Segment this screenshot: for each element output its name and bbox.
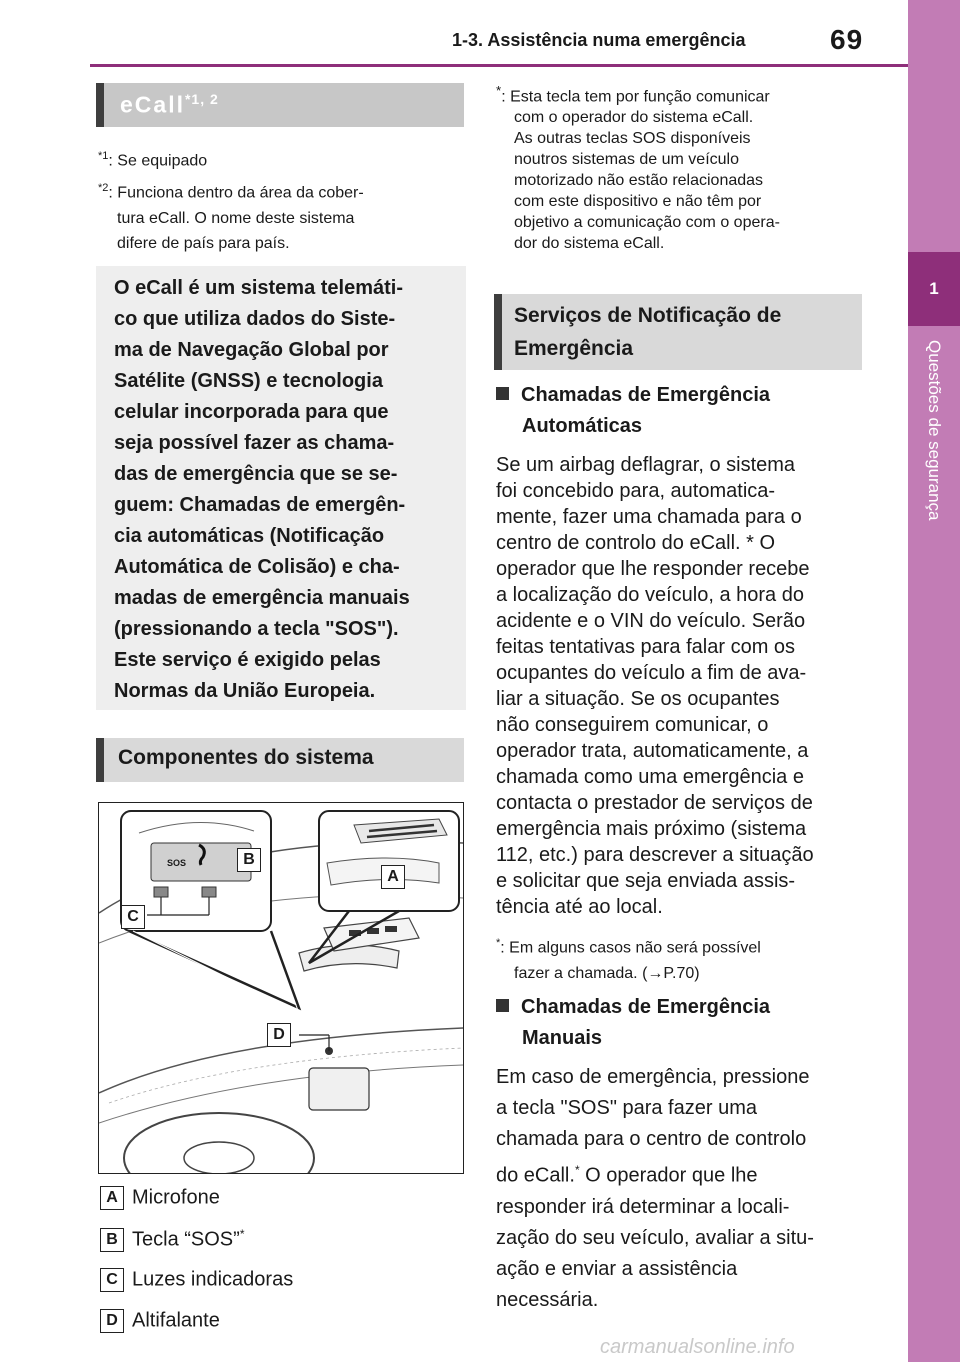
intro-line: Satélite (GNSS) e tecnologia [114,370,383,392]
intro-line: seja possível fazer as chama- [114,432,395,454]
ecall-title-superscript: *1, 2 [184,91,219,107]
chapter-title [912,340,956,580]
intro-line: Este serviço é exigido pelas [114,649,381,671]
chapter-side-tab [908,0,960,1362]
square-bullet-icon [496,999,509,1012]
manual-calls-heading: Chamadas de Emergência Manuais [496,992,770,1054]
intro-line: co que utiliza dados do Siste- [114,308,396,330]
ecall-heading [96,83,464,127]
figure-label-c: C [121,905,145,929]
sos-key-label: SOS [167,858,187,868]
legend-item-b: B Tecla “SOS”* [100,1227,244,1252]
footnote-2: $^{*2}$: Funciona dentro da área da cober- [98,182,364,202]
ecall-title: eCall [120,91,185,118]
intro-line: Normas da União Europeia. [114,680,376,702]
components-heading: Componentes do sistema [96,738,464,782]
legend-item-a: A Microfone [100,1186,220,1210]
page-number: 69 [830,24,864,55]
intro-line: madas de emergência manuais [114,587,410,609]
components-illustration [98,802,464,1174]
watermark: carmanualsonline.info [600,1336,795,1358]
services-heading: Serviços de Notificação de Emergência [494,294,862,370]
chapter-title-text: Questões de segurança [925,340,944,521]
manual-calls-text: Em caso de emergência, pressione a tecla "SOS" para fazer uma chamada para o centro de controlo do eCall.* O operador que lhe responder irá determinar a locali- zação do seu veículo, avaliar a situ- ação e enviar a assistência necessária. [496,1066,814,1311]
footnote-1: $^{*1}$: Se equipado [98,150,208,170]
header-rule [90,64,910,67]
figure-label-a: A [381,865,405,889]
figure-label-b: B [237,848,261,872]
square-bullet-icon [496,387,509,400]
section-header-title: 1-3. Assistência numa emergência [452,30,746,50]
footnote-2-cont: difere de país para país. [117,234,290,252]
intro-line: Automática de Colisão) e cha- [114,556,400,578]
intro-line: ma de Navegação Global por [114,339,389,361]
intro-line: cia automáticas (Notificação [114,525,385,547]
legend-item-c: C Luzes indicadoras [100,1268,293,1292]
intro-line: celular incorporada para que [114,401,389,423]
intro-line: O eCall é um sistema telemáti- [114,277,404,299]
intro-line: das de emergência que se se- [114,463,398,485]
ecall-footnotes [98,144,458,256]
figure-label-d: D [267,1023,291,1047]
auto-calls-footnote: *: Em alguns casos não será possível fazer a chamada. (→P.70) [496,937,761,983]
legend-item-d: D Altifalante [100,1309,220,1333]
intro-box [96,266,466,710]
sos-key-footnote: *: Esta tecla tem por função comunicar com o operador do sistema eCall. As outras teclas SOS disponíveis noutros sistemas de um veículo motorizado não estão relacionadas com este dispositivo e não têm por objetivo a comunicação com o opera- dor do sistema eCall. [496,83,780,253]
car-interior-drawing [99,803,463,1173]
chapter-number: 1 [908,252,960,326]
auto-calls-text: Se um airbag deflagrar, o sistema foi concebido para, automatica- mente, fazer uma chamada para o centro de controlo do eCall. * O operador que lhe responder recebe a localização do veículo, a hora do acidente e o VIN do veículo. Serão feitas tentativas para falar com os ocupantes do veículo a fim de ava- liar a situação. Se os ocupantes não conseguirem comunicar, o operador trata, automaticamente, a chamada como uma emergência e contacta o prestador de serviços de emergência mais próximo (sistema 112, etc.) para descrever a situação e solicitar que seja enviada assis- tência até ao local. [496,454,814,918]
intro-line: (pressionando a tecla "SOS"). [114,618,399,640]
intro-line: guem: Chamadas de emergên- [114,494,406,516]
footnote-2-cont: tura eCall. O nome deste sistema [117,209,355,227]
auto-calls-heading: Chamadas de Emergência Automáticas [496,380,770,442]
